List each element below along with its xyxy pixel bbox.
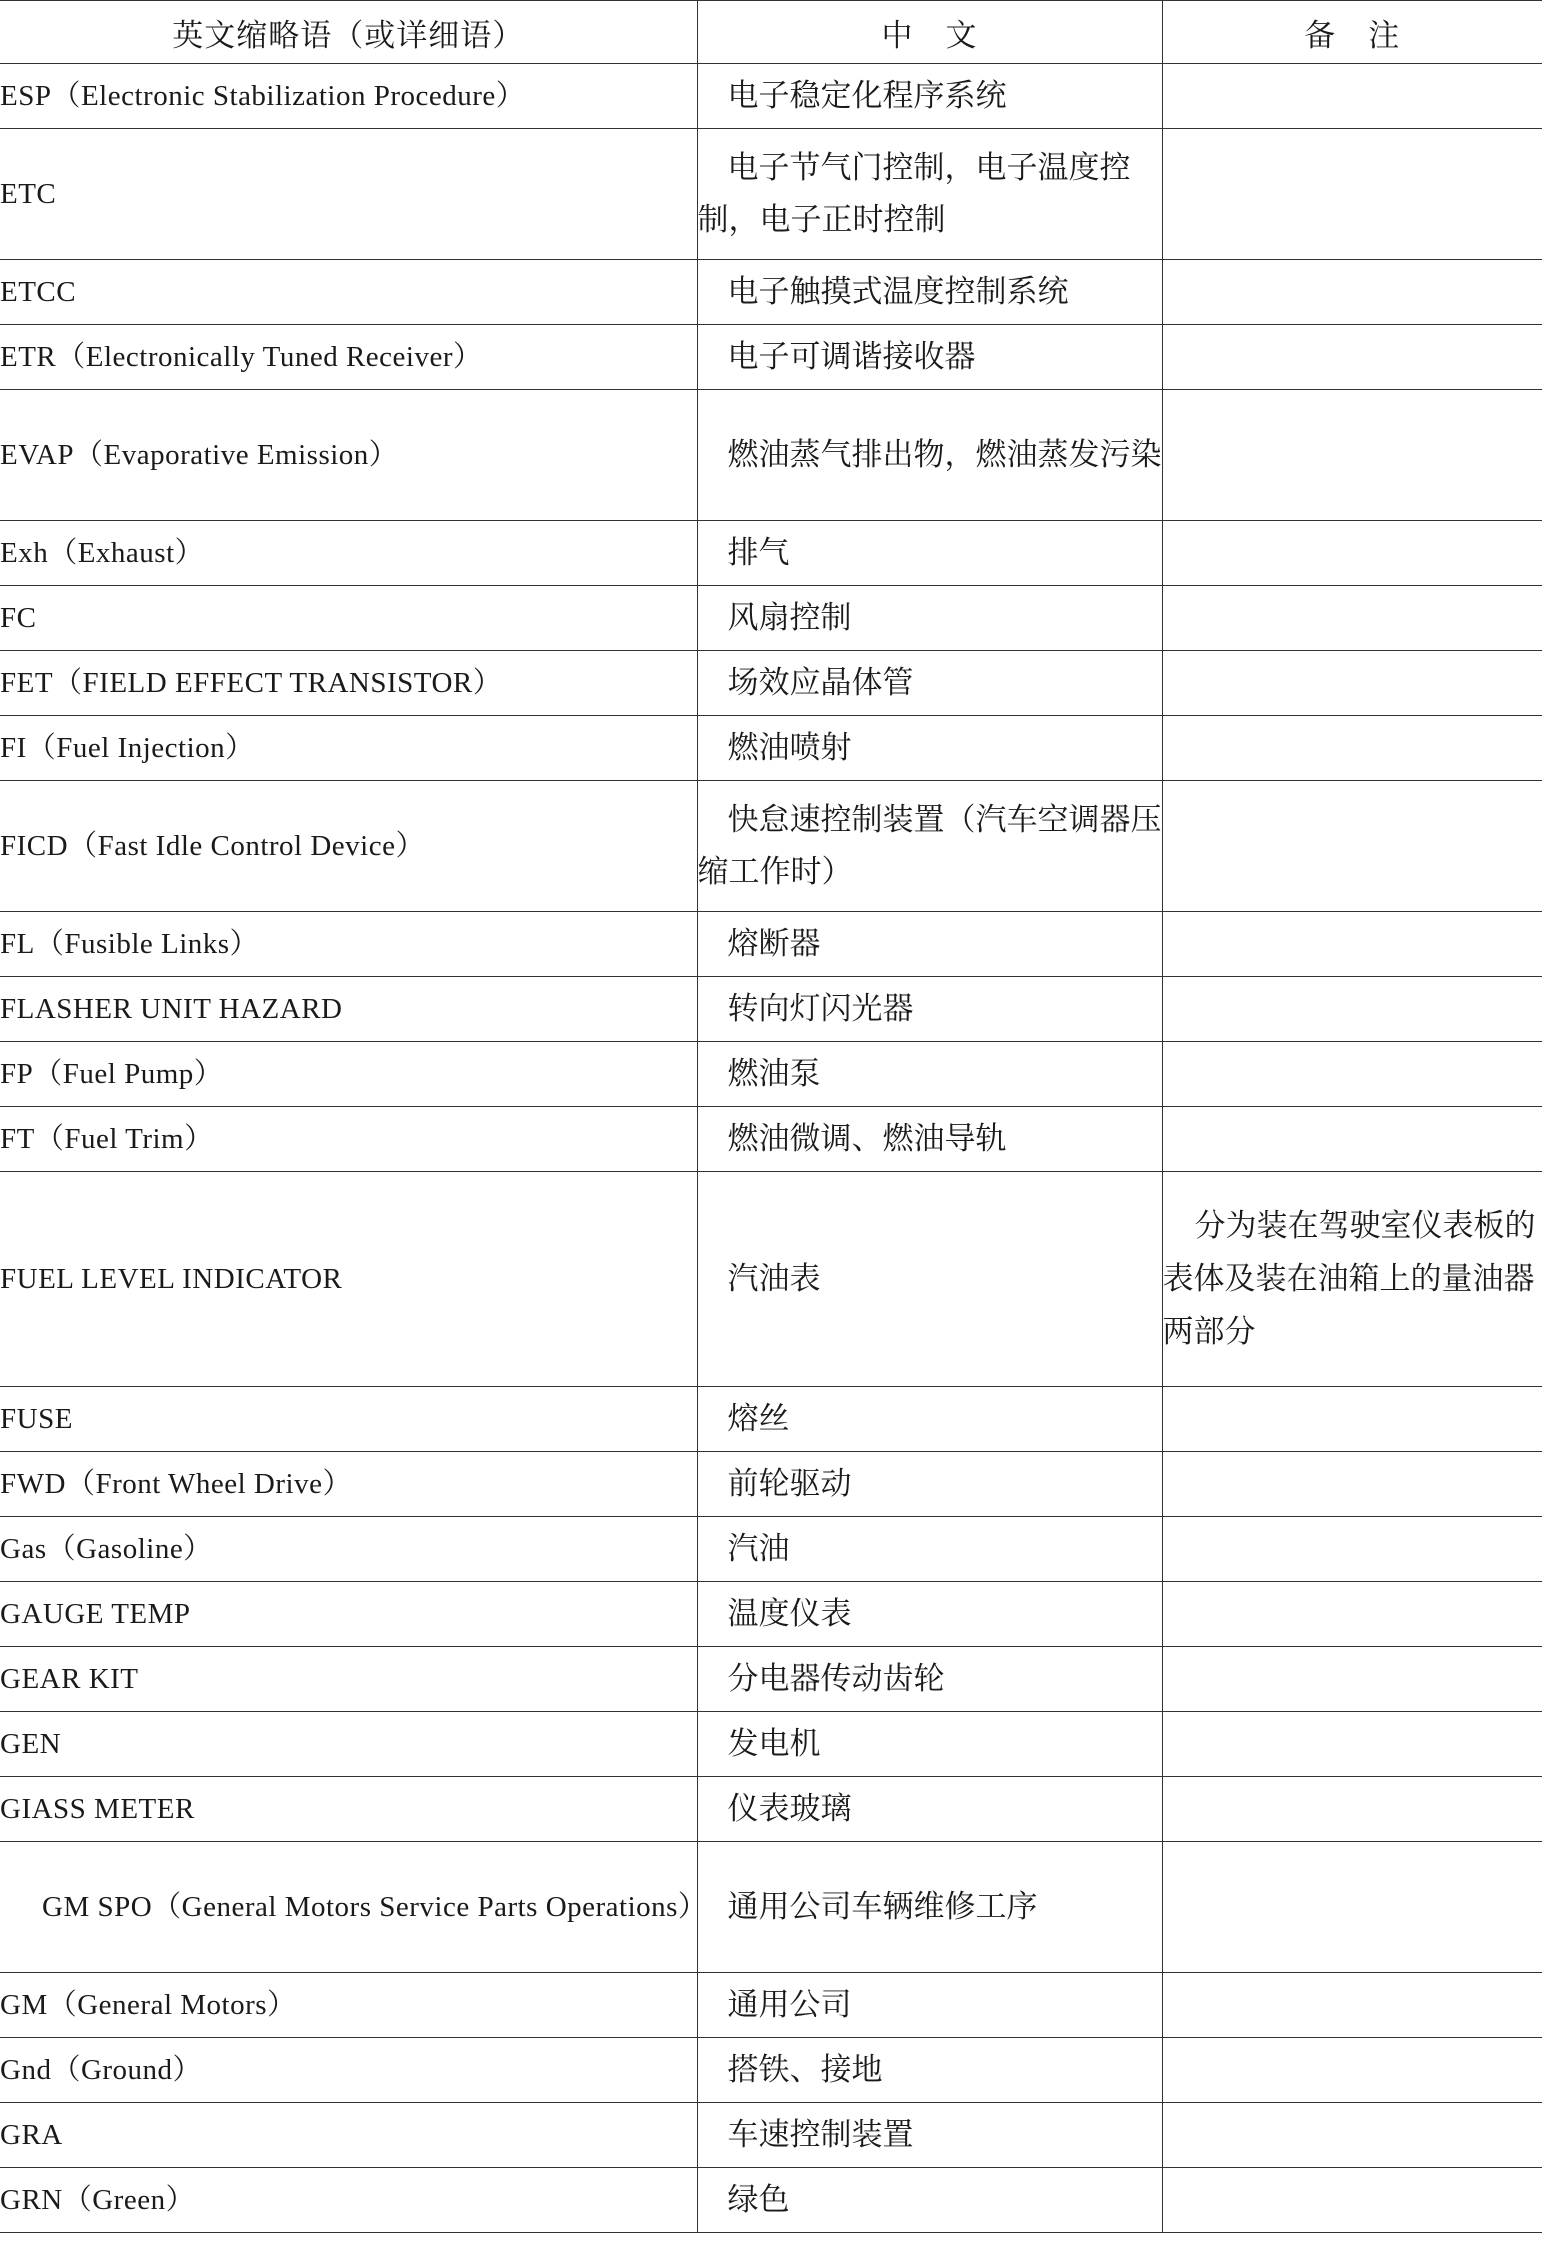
abbreviation-cell: EVAP（Evaporative Emission） bbox=[0, 390, 697, 521]
table-row bbox=[0, 390, 1542, 521]
chinese-cell: 转向灯闪光器 bbox=[697, 977, 1162, 1042]
abbreviation-cell: FC bbox=[0, 586, 697, 651]
note-cell bbox=[1162, 521, 1542, 586]
note-cell: 分为装在驾驶室仪表板的表体及装在油箱上的量油器两部分 bbox=[1162, 1172, 1542, 1387]
abbreviation-cell: ESP（Electronic Stabilization Procedure） bbox=[0, 64, 697, 129]
chinese-cell: 燃油喷射 bbox=[697, 716, 1162, 781]
chinese-cell: 分电器传动齿轮 bbox=[697, 1647, 1162, 1712]
note-cell bbox=[1162, 586, 1542, 651]
abbreviation-cell: FI（Fuel Injection） bbox=[0, 716, 697, 781]
note-cell bbox=[1162, 1777, 1542, 1842]
note-cell bbox=[1162, 2103, 1542, 2168]
abbreviation-cell: GAUGE TEMP bbox=[0, 1582, 697, 1647]
chinese-cell: 电子节气门控制，电子温度控制，电子正时控制 bbox=[697, 129, 1162, 260]
table-row bbox=[0, 1387, 1542, 1452]
table-row bbox=[0, 2038, 1542, 2103]
note-cell bbox=[1162, 781, 1542, 912]
note-cell bbox=[1162, 1042, 1542, 1107]
chinese-cell: 熔丝 bbox=[697, 1387, 1162, 1452]
table-row bbox=[0, 977, 1542, 1042]
header-abbreviation: 英文缩略语（或详细语） bbox=[0, 1, 697, 64]
chinese-cell: 电子稳定化程序系统 bbox=[697, 64, 1162, 129]
table-row bbox=[0, 651, 1542, 716]
note-cell bbox=[1162, 1842, 1542, 1973]
chinese-cell: 发电机 bbox=[697, 1712, 1162, 1777]
note-cell bbox=[1162, 390, 1542, 521]
table-row bbox=[0, 2103, 1542, 2168]
table-row bbox=[0, 586, 1542, 651]
table-row bbox=[0, 521, 1542, 586]
abbreviation-cell: Exh（Exhaust） bbox=[0, 521, 697, 586]
chinese-cell: 仪表玻璃 bbox=[697, 1777, 1162, 1842]
abbreviation-cell: Gas（Gasoline） bbox=[0, 1517, 697, 1582]
chinese-cell: 熔断器 bbox=[697, 912, 1162, 977]
chinese-cell: 电子触摸式温度控制系统 bbox=[697, 260, 1162, 325]
note-cell bbox=[1162, 64, 1542, 129]
chinese-cell: 燃油泵 bbox=[697, 1042, 1162, 1107]
abbreviation-cell: ETCC bbox=[0, 260, 697, 325]
table-row bbox=[0, 1647, 1542, 1712]
chinese-cell: 通用公司车辆维修工序 bbox=[697, 1842, 1162, 1973]
note-cell bbox=[1162, 912, 1542, 977]
table-row bbox=[0, 1517, 1542, 1582]
table-row bbox=[0, 1842, 1542, 1973]
abbreviation-cell: FUEL LEVEL INDICATOR bbox=[0, 1172, 697, 1387]
table-row bbox=[0, 1042, 1542, 1107]
abbreviation-cell: FT（Fuel Trim） bbox=[0, 1107, 697, 1172]
note-cell bbox=[1162, 1517, 1542, 1582]
note-cell bbox=[1162, 1387, 1542, 1452]
abbreviation-cell: GM SPO（General Motors Service Parts Operations） bbox=[0, 1842, 697, 1973]
chinese-cell: 车速控制装置 bbox=[697, 2103, 1162, 2168]
abbreviation-cell: GRN（Green） bbox=[0, 2168, 697, 2233]
abbreviation-cell: ETR（Electronically Tuned Receiver） bbox=[0, 325, 697, 390]
table-row bbox=[0, 2168, 1542, 2233]
chinese-cell: 电子可调谐接收器 bbox=[697, 325, 1162, 390]
table-row bbox=[0, 129, 1542, 260]
note-cell bbox=[1162, 2168, 1542, 2233]
chinese-cell: 排气 bbox=[697, 521, 1162, 586]
note-cell bbox=[1162, 716, 1542, 781]
chinese-cell: 汽油 bbox=[697, 1517, 1162, 1582]
abbreviation-cell: FL（Fusible Links） bbox=[0, 912, 697, 977]
note-cell bbox=[1162, 129, 1542, 260]
note-cell bbox=[1162, 260, 1542, 325]
chinese-cell: 搭铁、接地 bbox=[697, 2038, 1162, 2103]
note-cell bbox=[1162, 1647, 1542, 1712]
abbreviation-cell: GRA bbox=[0, 2103, 697, 2168]
abbreviation-cell: GM（General Motors） bbox=[0, 1973, 697, 2038]
note-cell bbox=[1162, 1107, 1542, 1172]
table-row bbox=[0, 1777, 1542, 1842]
table-row bbox=[0, 1107, 1542, 1172]
chinese-cell: 汽油表 bbox=[697, 1172, 1162, 1387]
table-row bbox=[0, 64, 1542, 129]
chinese-cell: 温度仪表 bbox=[697, 1582, 1162, 1647]
abbreviation-cell: FET（FIELD EFFECT TRANSISTOR） bbox=[0, 651, 697, 716]
table-row bbox=[0, 716, 1542, 781]
table-row bbox=[0, 1712, 1542, 1777]
chinese-cell: 前轮驱动 bbox=[697, 1452, 1162, 1517]
note-cell bbox=[1162, 1452, 1542, 1517]
header-chinese: 中 文 bbox=[697, 1, 1162, 64]
table-row bbox=[0, 260, 1542, 325]
table-row bbox=[0, 1452, 1542, 1517]
header-row bbox=[0, 1, 1542, 64]
table-row bbox=[0, 781, 1542, 912]
note-cell bbox=[1162, 1582, 1542, 1647]
table-row bbox=[0, 912, 1542, 977]
chinese-cell: 场效应晶体管 bbox=[697, 651, 1162, 716]
abbreviation-cell: FICD（Fast Idle Control Device） bbox=[0, 781, 697, 912]
abbreviation-cell: GEN bbox=[0, 1712, 697, 1777]
chinese-cell: 快怠速控制装置（汽车空调器压缩工作时） bbox=[697, 781, 1162, 912]
chinese-cell: 风扇控制 bbox=[697, 586, 1162, 651]
chinese-cell: 绿色 bbox=[697, 2168, 1162, 2233]
chinese-cell: 燃油蒸气排出物，燃油蒸发污染 bbox=[697, 390, 1162, 521]
table-row bbox=[0, 1582, 1542, 1647]
chinese-cell: 通用公司 bbox=[697, 1973, 1162, 2038]
note-cell bbox=[1162, 1973, 1542, 2038]
note-cell bbox=[1162, 325, 1542, 390]
note-cell bbox=[1162, 2038, 1542, 2103]
abbreviation-cell: GIASS METER bbox=[0, 1777, 697, 1842]
abbreviation-cell: ETC bbox=[0, 129, 697, 260]
abbreviation-cell: FP（Fuel Pump） bbox=[0, 1042, 697, 1107]
table-row bbox=[0, 325, 1542, 390]
note-cell bbox=[1162, 651, 1542, 716]
note-cell bbox=[1162, 1712, 1542, 1777]
note-cell bbox=[1162, 977, 1542, 1042]
abbreviation-cell: GEAR KIT bbox=[0, 1647, 697, 1712]
header-note: 备 注 bbox=[1162, 1, 1542, 64]
abbreviation-cell: FLASHER UNIT HAZARD bbox=[0, 977, 697, 1042]
chinese-cell: 燃油微调、燃油导轨 bbox=[697, 1107, 1162, 1172]
table-row bbox=[0, 1973, 1542, 2038]
abbreviation-cell: Gnd（Ground） bbox=[0, 2038, 697, 2103]
abbreviation-cell: FUSE bbox=[0, 1387, 697, 1452]
abbreviation-cell: FWD（Front Wheel Drive） bbox=[0, 1452, 697, 1517]
table-row bbox=[0, 1172, 1542, 1387]
